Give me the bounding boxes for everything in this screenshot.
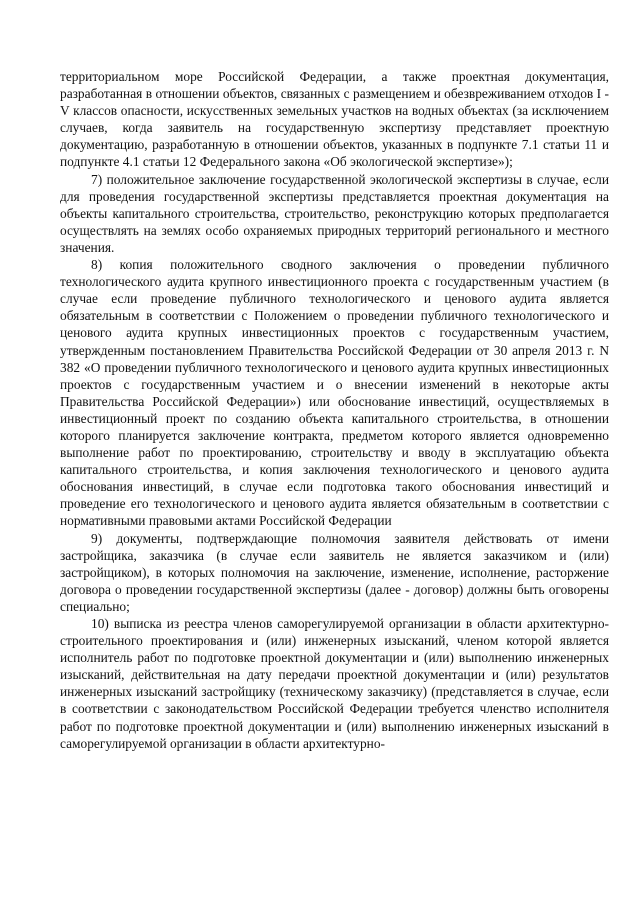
paragraph-item-8: 8) копия положительного сводного заключения о проведении публичного технологического аудита крупного инвестиционного проекта с государственным участием (в случае если проведение публичного технологического и ценового аудита является обязательным в соответствии с Положением о проведении публичного технологического и ценового аудита крупных инвестиционных проектов с государственным участием, утвержденным постановлением Правительства Российской Федерации от 30 апреля 2013 г. N 382 «О проведении публичного технологического и ценового аудита крупных инвестиционных проектов с государственным участием и о внесении изменений в некоторые акты Правительства Российской Федерации») или обоснование инвестиций, осуществляемых в инвестиционный проект по созданию объекта капитального строительства, в отношении которого планируется заключение контракта, предметом которого является одновременно выполнение работ по проектированию, строительству и вводу в эксплуатацию объекта капитального строительства, и копия заключения технологического и ценового аудита обоснования инвестиций, в случае если подготовка такого обоснования инвестиций и проведение его технологического и ценового аудита является обязательным в соответствии с нормативными правовыми актами Российской Федерации <box>60 257 609 529</box>
paragraph-item-9: 9) документы, подтверждающие полномочия заявителя действовать от имени застройщика, заказчика (в случае если заявитель не является заказчиком и (или) застройщиком), в которых полномочия на заключение, изменение, исполнение, расторжение договора о проведении государственной экспертизы (далее - договор) должны быть оговорены специально; <box>60 530 609 614</box>
paragraph-item-7: 7) положительное заключение государственной экологической экспертизы в случае, если для проведения государственной экспертизы представляется проектная документация на объекты капитального строительства, строительство, реконструкцию которых предполагается осуществлять на землях особо охраняемых природных территорий регионального и местного значения. <box>60 171 609 255</box>
document-page <box>60 68 609 752</box>
paragraph-item-10: 10) выписка из реестра членов саморегулируемой организации в области архитектурно-строительного проектирования и (или) инженерных изысканий, членом которой является исполнитель работ по подготовке проектной документации и (или) выполнению инженерных изысканий, действительная на дату передачи проектной документации и (или) результатов инженерных изысканий застройщику (техническому заказчику) (представляется в случае, если в соответствии с законодательством Российской Федерации требуется членство исполнителя работ по подготовке проектной документации и (или) выполнению инженерных изысканий в саморегулируемой организации в области архитектурно- <box>60 616 609 751</box>
paragraph-continuation: территориальном море Российской Федерации, а также проектная документация, разработанная в отношении объектов, связанных с размещением и обезвреживанием отходов I - V классов опасности, искусственных земельных участков на водных объектах (за исключением случаев, когда заявитель на государственную экспертизу представляет проектную документацию, разработанную в отношении объектов, указанных в подпункте 7.1 статьи 11 и подпункте 4.1 статьи 12 Федерального закона «Об экологической экспертизе»); <box>60 69 609 170</box>
